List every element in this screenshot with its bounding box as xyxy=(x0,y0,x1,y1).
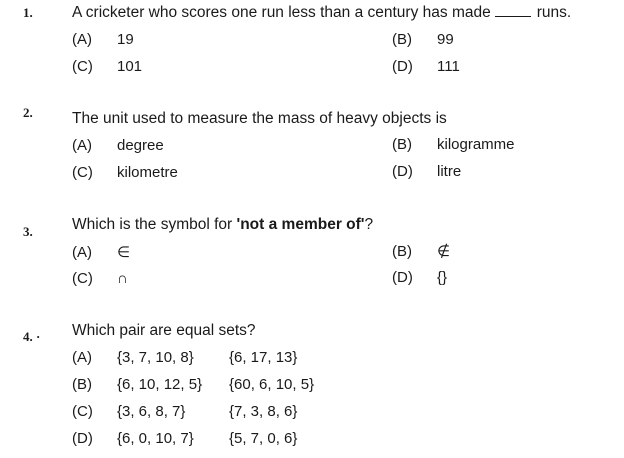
option-d xyxy=(392,58,460,75)
option-label: (A) xyxy=(72,31,92,48)
option-set-1: {3, 6, 8, 7} xyxy=(117,403,186,420)
stem-text: Which is the symbol for xyxy=(72,216,237,233)
option-text: degree xyxy=(117,137,164,154)
question-stem xyxy=(72,4,571,22)
option-set-1: {6, 0, 10, 7} xyxy=(117,430,194,447)
option-label: (D) xyxy=(392,269,413,286)
option-b xyxy=(392,31,454,48)
option-label: (C) xyxy=(72,164,93,181)
question-stem: Which pair are equal sets? xyxy=(72,322,256,339)
option-c xyxy=(72,164,178,181)
option-b xyxy=(392,136,515,153)
question-number: 2. xyxy=(23,105,33,120)
option-set-2: {7, 3, 8, 6} xyxy=(229,403,298,420)
option-label: (D) xyxy=(392,58,413,75)
option-set-1: {3, 7, 10, 8} xyxy=(117,349,194,366)
option-text: 99 xyxy=(437,31,454,48)
option-label: (C) xyxy=(72,403,93,420)
question-stem xyxy=(72,216,373,234)
option-a xyxy=(72,243,130,261)
option-label: (A) xyxy=(72,349,92,366)
option-text: 111 xyxy=(437,58,460,75)
option-text: ∈ xyxy=(117,244,131,261)
option-set-2: {6, 17, 13} xyxy=(229,349,298,366)
stem-text: runs. xyxy=(536,4,572,21)
answer-blank xyxy=(495,15,531,17)
stem-text: A cricketer who scores one run less than a century has made xyxy=(72,4,491,21)
stem-emphasis: 'not a member of' xyxy=(236,216,365,233)
option-b xyxy=(392,242,450,260)
option-set-1: {6, 10, 12, 5} xyxy=(117,376,203,393)
option-label: (B) xyxy=(392,136,412,153)
option-text: litre xyxy=(437,163,462,180)
option-label: (D) xyxy=(392,163,413,180)
option-label: (A) xyxy=(72,137,92,154)
option-text: 101 xyxy=(117,58,143,75)
option-label: (B) xyxy=(392,31,412,48)
question-number: 1. xyxy=(23,5,33,20)
option-a xyxy=(72,31,134,48)
option-set-2: {60, 6, 10, 5} xyxy=(229,376,315,393)
option-label: (B) xyxy=(72,376,92,393)
question-number: 4. · xyxy=(23,329,41,344)
option-label: (C) xyxy=(72,58,93,75)
option-c xyxy=(72,58,142,75)
option-c xyxy=(72,403,297,420)
option-label: (B) xyxy=(392,243,412,260)
option-text: 19 xyxy=(117,31,134,48)
question-number: 3. xyxy=(23,224,33,239)
option-text: kilogramme xyxy=(437,136,515,153)
question-stem: The unit used to measure the mass of heavy objects is xyxy=(72,110,447,127)
option-label: (D) xyxy=(72,430,93,447)
stem-text: ? xyxy=(364,216,374,233)
option-a xyxy=(72,137,164,154)
option-label: (A) xyxy=(72,244,92,261)
option-text: kilometre xyxy=(117,164,178,181)
option-b xyxy=(72,376,314,393)
option-d xyxy=(72,430,297,447)
option-text: {} xyxy=(437,269,448,286)
option-text: ∉ xyxy=(437,243,451,260)
option-set-2: {5, 7, 0, 6} xyxy=(229,430,298,447)
option-a xyxy=(72,349,297,366)
option-text: ∩ xyxy=(117,270,128,287)
option-d xyxy=(392,163,461,180)
option-label: (C) xyxy=(72,270,93,287)
option-d xyxy=(392,269,447,286)
option-c xyxy=(72,270,128,287)
